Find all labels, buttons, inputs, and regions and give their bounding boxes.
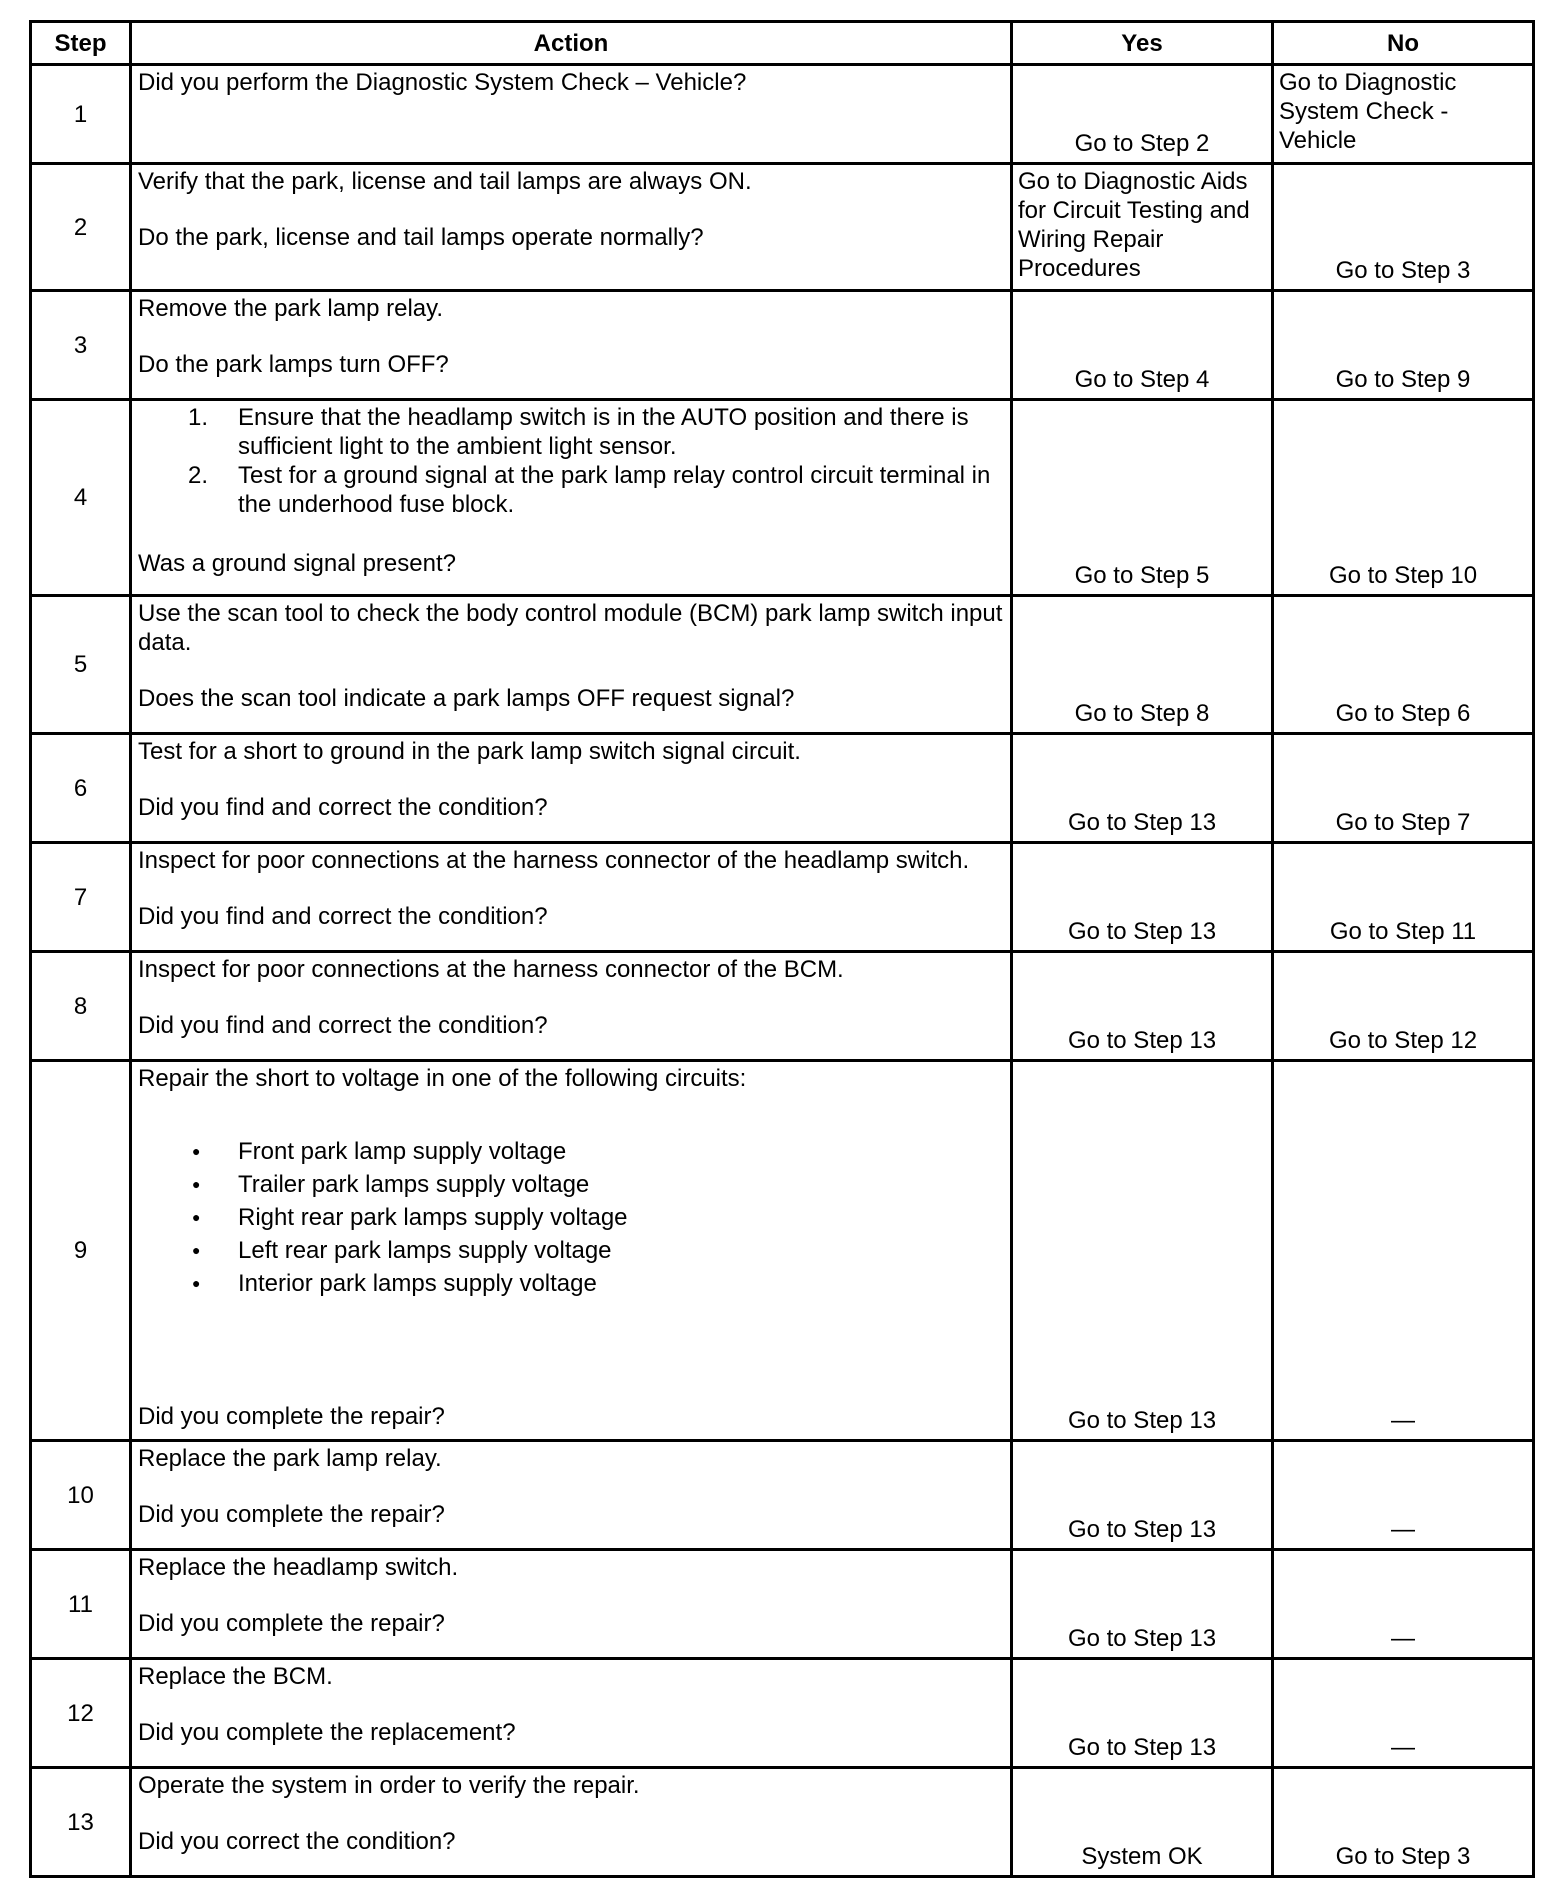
step-number: 1 xyxy=(31,65,131,164)
table-row xyxy=(31,1550,1534,1659)
yes-cell: Go to Step 13 xyxy=(1012,734,1273,843)
table-row xyxy=(31,843,1534,952)
yes-cell: Go to Step 8 xyxy=(1012,596,1273,734)
action-question: Did you find and correct the condition? xyxy=(138,903,548,930)
action-cell xyxy=(131,1061,1012,1441)
yes-cell: Go to Step 13 xyxy=(1012,1061,1273,1441)
action-cell xyxy=(131,734,1012,843)
header-action: Action xyxy=(131,22,1012,65)
table-row xyxy=(31,400,1534,596)
no-cell: Go to Step 12 xyxy=(1273,952,1534,1061)
action-cell xyxy=(131,291,1012,400)
action-cell xyxy=(131,596,1012,734)
no-cell: Go to Step 9 xyxy=(1273,291,1534,400)
table-row xyxy=(31,1061,1534,1441)
action-cell xyxy=(131,65,1012,164)
no-cell: Go to Step 7 xyxy=(1273,734,1534,843)
step-number: 6 xyxy=(31,734,131,843)
step-number: 12 xyxy=(31,1659,131,1768)
diagnostic-table xyxy=(29,20,1535,1878)
yes-cell: System OK xyxy=(1012,1768,1273,1877)
no-cell: Go to Diagnostic System Check - Vehicle xyxy=(1273,65,1534,164)
step-number: 7 xyxy=(31,843,131,952)
yes-cell: Go to Step 13 xyxy=(1012,1659,1273,1768)
action-text: Use the scan tool to check the body control module (BCM) park lamp switch input data. xyxy=(138,600,1003,656)
action-text: Replace the BCM. xyxy=(138,1663,333,1690)
no-cell: Go to Step 3 xyxy=(1273,1768,1534,1877)
yes-cell: Go to Step 13 xyxy=(1012,952,1273,1061)
action-text: Test for a short to ground in the park lamp switch signal circuit. xyxy=(138,738,801,765)
action-question: Did you correct the condition? xyxy=(138,1828,456,1855)
action-text: Remove the park lamp relay. xyxy=(138,295,444,322)
list-item: ● Left rear park lamps supply voltage xyxy=(138,1234,1006,1267)
table-row xyxy=(31,1659,1534,1768)
yes-cell: Go to Step 13 xyxy=(1012,1550,1273,1659)
action-question: Do the park, license and tail lamps operate normally? xyxy=(138,224,704,251)
table-row xyxy=(31,1768,1534,1877)
action-text: Replace the headlamp switch. xyxy=(138,1554,459,1581)
step-number: 9 xyxy=(31,1061,131,1441)
action-text: Inspect for poor connections at the harness connector of the headlamp switch. xyxy=(138,847,970,874)
table-row xyxy=(31,952,1534,1061)
action-text: Did you perform the Diagnostic System Check – Vehicle? xyxy=(138,69,747,96)
no-cell: Go to Step 3 xyxy=(1273,164,1534,291)
action-question: Do the park lamps turn OFF? xyxy=(138,351,449,378)
numbered-list xyxy=(138,403,1006,519)
list-item: 2. Test for a ground signal at the park lamp relay control circuit terminal in the underhood fuse block. xyxy=(188,462,991,518)
action-question: Did you find and correct the condition? xyxy=(138,1012,548,1039)
no-cell: — xyxy=(1273,1441,1534,1550)
action-text: Operate the system in order to verify the repair. xyxy=(138,1772,640,1799)
action-text: Repair the short to voltage in one of the following circuits: xyxy=(138,1065,747,1092)
action-cell xyxy=(131,1441,1012,1550)
table-row xyxy=(31,734,1534,843)
yes-cell: Go to Step 4 xyxy=(1012,291,1273,400)
action-question: Did you complete the repair? xyxy=(138,1501,445,1528)
action-cell xyxy=(131,400,1012,596)
no-cell: Go to Step 11 xyxy=(1273,843,1534,952)
no-cell: — xyxy=(1273,1550,1534,1659)
step-number: 10 xyxy=(31,1441,131,1550)
header-no: No xyxy=(1273,22,1534,65)
step-number: 4 xyxy=(31,400,131,596)
action-question: Does the scan tool indicate a park lamps OFF request signal? xyxy=(138,685,795,712)
list-item: ● Right rear park lamps supply voltage xyxy=(138,1201,1006,1234)
step-number: 13 xyxy=(31,1768,131,1877)
step-number: 11 xyxy=(31,1550,131,1659)
list-item: ● Interior park lamps supply voltage xyxy=(138,1267,1006,1300)
yes-cell: Go to Step 5 xyxy=(1012,400,1273,596)
header-row xyxy=(31,22,1534,65)
action-cell xyxy=(131,164,1012,291)
no-cell: — xyxy=(1273,1061,1534,1441)
bullet-list xyxy=(138,1135,1006,1300)
yes-cell: Go to Step 13 xyxy=(1012,1441,1273,1550)
table-row xyxy=(31,65,1534,164)
step-number: 2 xyxy=(31,164,131,291)
header-yes: Yes xyxy=(1012,22,1273,65)
action-cell xyxy=(131,1550,1012,1659)
list-item: ● Front park lamp supply voltage xyxy=(138,1135,1006,1168)
action-question: Did you complete the replacement? xyxy=(138,1719,516,1746)
no-cell: Go to Step 10 xyxy=(1273,400,1534,596)
action-text: Verify that the park, license and tail lamps are always ON. xyxy=(138,168,752,195)
action-text: Inspect for poor connections at the harness connector of the BCM. xyxy=(138,956,844,983)
action-question: Did you complete the repair? xyxy=(138,1610,445,1637)
action-cell xyxy=(131,952,1012,1061)
action-cell xyxy=(131,1659,1012,1768)
table-row xyxy=(31,164,1534,291)
action-question: Did you complete the repair? xyxy=(138,1403,445,1430)
header-step: Step xyxy=(31,22,131,65)
no-cell: Go to Step 6 xyxy=(1273,596,1534,734)
no-cell: — xyxy=(1273,1659,1534,1768)
action-question: Did you find and correct the condition? xyxy=(138,794,548,821)
action-cell xyxy=(131,1768,1012,1877)
yes-cell: Go to Step 13 xyxy=(1012,843,1273,952)
step-number: 8 xyxy=(31,952,131,1061)
table-row xyxy=(31,596,1534,734)
table-row xyxy=(31,1441,1534,1550)
yes-cell: Go to Step 2 xyxy=(1012,65,1273,164)
list-item: ● Trailer park lamps supply voltage xyxy=(138,1168,1006,1201)
action-question: Was a ground signal present? xyxy=(138,550,456,577)
step-number: 3 xyxy=(31,291,131,400)
list-item: 1. Ensure that the headlamp switch is in the AUTO position and there is sufficient light to the ambient light sensor. xyxy=(188,404,969,460)
step-number: 5 xyxy=(31,596,131,734)
table-row xyxy=(31,291,1534,400)
yes-cell: Go to Diagnostic Aids for Circuit Testing and Wiring Repair Procedures xyxy=(1012,164,1273,291)
action-cell xyxy=(131,843,1012,952)
action-text: Replace the park lamp relay. xyxy=(138,1445,442,1472)
